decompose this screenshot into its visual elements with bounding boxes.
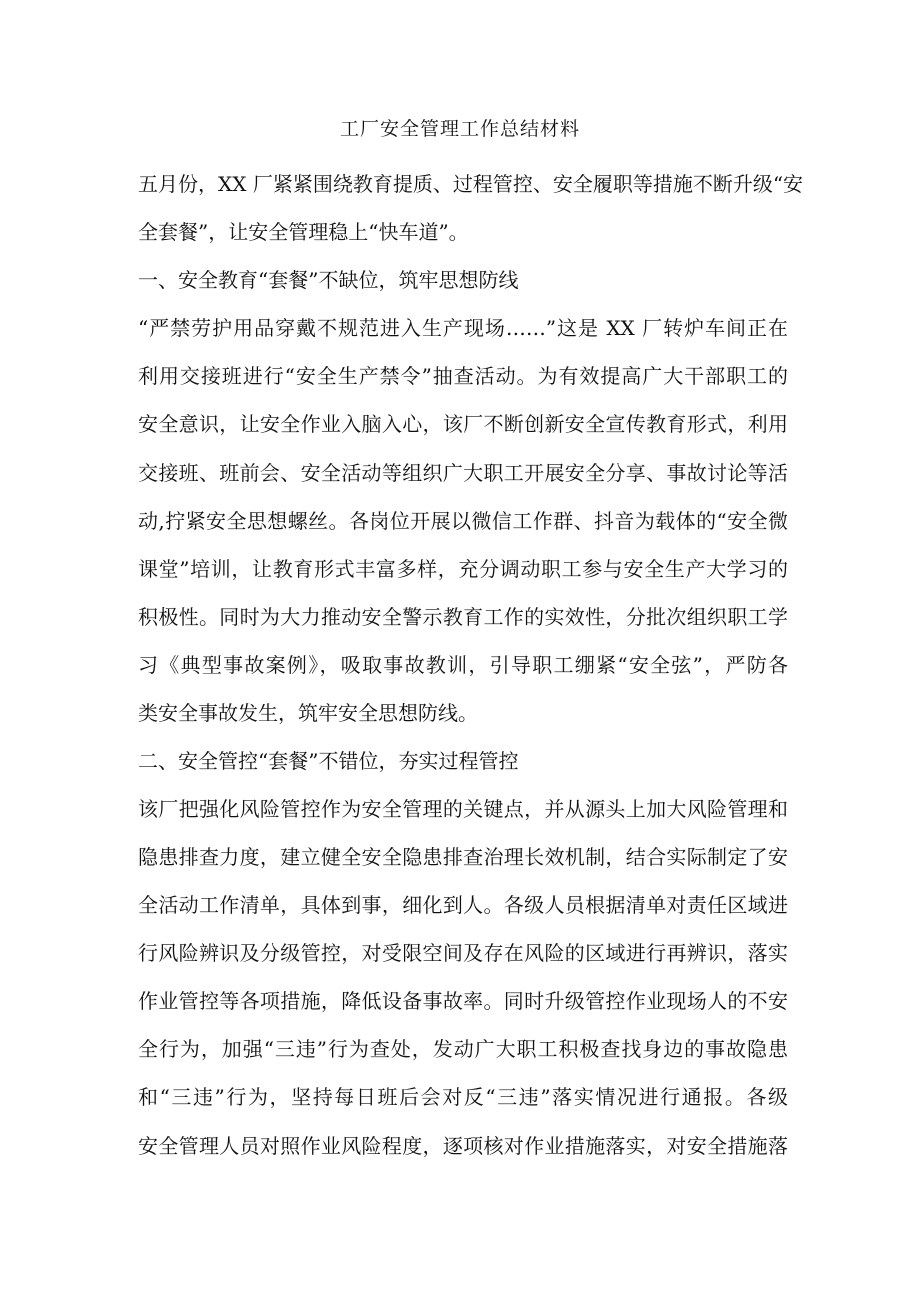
- paragraph-line: 全活动工作清单，具体到事，细化到人。各级人员根据清单对责任区域进: [138, 893, 788, 917]
- paragraph-line: 类安全事故发生，筑牢安全思想防线。: [138, 701, 478, 725]
- paragraph-line: 全套餐”，让安全管理稳上“快车道”。: [138, 220, 469, 244]
- paragraph-line: 积极性。同时为大力推动安全警示教育工作的实效性，分批次组织职工学: [138, 605, 788, 629]
- section-heading: 二、安全管控“套餐”不错位，夯实过程管控: [138, 749, 519, 773]
- paragraph-line: 隐患排查力度，建立健全安全隐患排查治理长效机制，结合实际制定了安: [138, 845, 788, 869]
- section-heading: 一、安全教育“套餐”不缺位，筑牢思想防线: [138, 268, 519, 292]
- document-title: 工厂安全管理工作总结材料: [339, 118, 580, 140]
- paragraph-line: 习《典型事故案例》，吸取事故教训，引导职工绷紧“安全弦”，严防各: [138, 653, 788, 677]
- paragraph-line: 安全管理人员对照作业风险程度，逐项核对作业措施落实，对安全措施落: [138, 1134, 788, 1158]
- paragraph-line: 和“三违”行为，坚持每日班后会对反“三违”落实情况进行通报。各级: [138, 1085, 788, 1109]
- paragraph-line: 动,拧紧安全思想螺丝。各岗位开展以微信工作群、抖音为载体的“安全微: [138, 509, 788, 533]
- paragraph-line: 交接班、班前会、安全活动等组织广大职工开展安全分享、事故讨论等活: [138, 461, 788, 485]
- paragraph-line: 全行为，加强“三违”行为查处，发动广大职工积极查找身边的事故隐患: [138, 1037, 788, 1061]
- paragraph-line: 课堂”培训，让教育形式丰富多样，充分调动职工参与安全生产大学习的: [138, 557, 788, 581]
- paragraph-line: 安全意识，让安全作业入脑入心，该厂不断创新安全宣传教育形式，利用: [138, 412, 788, 436]
- paragraph-line: 行风险辨识及分级管控，对受限空间及存在风险的区域进行再辨识，落实: [138, 941, 788, 965]
- paragraph-line: “严禁劳护用品穿戴不规范进入生产现场……”这是 XX 厂转炉车间正在: [138, 316, 788, 340]
- paragraph-line: 利用交接班进行“安全生产禁令”抽查活动。为有效提高广大干部职工的: [138, 364, 788, 388]
- paragraph-line: 五月份，XX 厂紧紧围绕教育提质、过程管控、安全履职等措施不断升级“安: [138, 172, 804, 196]
- paragraph-line: 作业管控等各项措施，降低设备事故率。同时升级管控作业现场人的不安: [138, 989, 788, 1013]
- paragraph-line: 该厂把强化风险管控作为安全管理的关键点，并从源头上加大风险管理和: [138, 797, 788, 821]
